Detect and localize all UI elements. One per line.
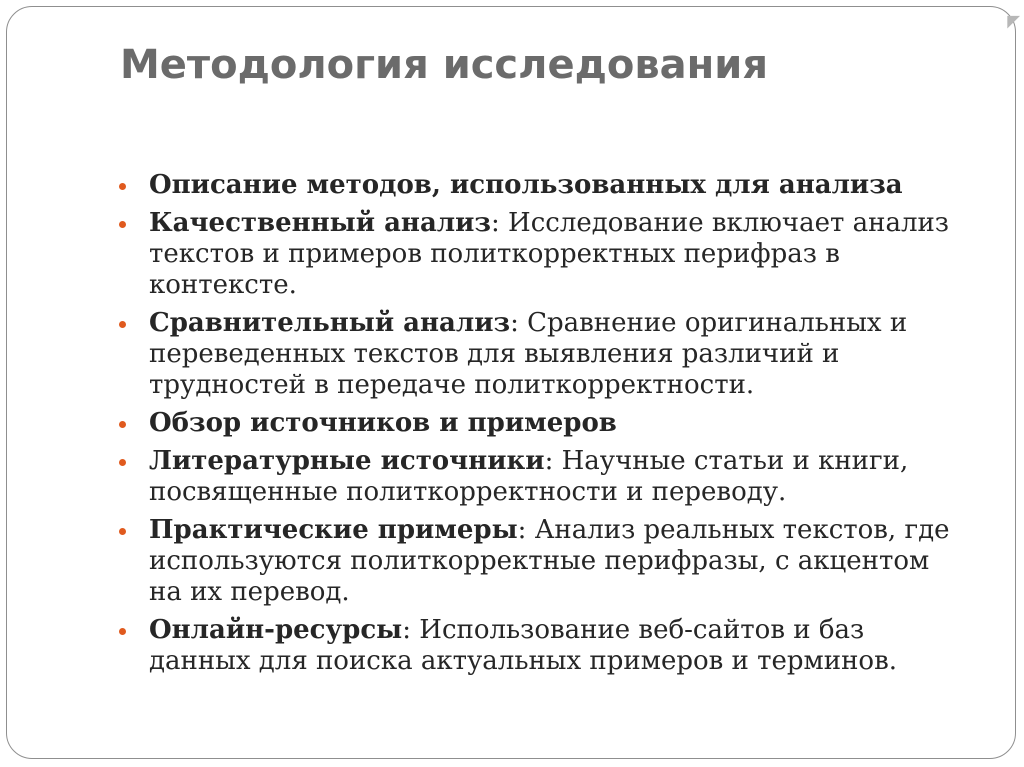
item-heading: Сравнительный анализ: [149, 308, 511, 338]
item-separator: :: [491, 208, 500, 238]
item-separator: :: [517, 515, 527, 545]
list-item: [115, 408, 965, 439]
item-text: Исследование включает анализ текстов и примеров политкорректных перифраз в контексте.: [149, 208, 949, 300]
list-item: [115, 308, 965, 401]
item-heading: Качественный анализ: [149, 208, 492, 238]
bullet-dot-icon: [119, 628, 126, 635]
item-separator: :: [510, 308, 519, 338]
bullet-list: [115, 170, 965, 684]
list-item: [115, 208, 965, 301]
item-heading: Онлайн-ресурсы: [149, 615, 403, 645]
list-item: [115, 446, 965, 508]
bullet-dot-icon: [119, 221, 126, 228]
bullet-dot-icon: [119, 421, 126, 428]
item-heading: Описание методов, использованных для анализа: [149, 170, 903, 200]
item-heading: Практические примеры: [149, 515, 518, 545]
item-separator: :: [402, 615, 411, 645]
item-text: Научные статьи и книги, посвященные политкорректности и переводу.: [149, 446, 909, 507]
item-text: Сравнение оригинальных и переведенных текстов для выявления различий и трудностей в передаче политкорректности.: [149, 308, 908, 400]
list-item: [115, 615, 965, 677]
bullet-dot-icon: [119, 528, 126, 535]
item-text: Использование веб-сайтов и баз данных для поиска актуальных примеров и терминов.: [149, 615, 897, 676]
item-separator: :: [544, 446, 554, 476]
list-item: [115, 515, 965, 608]
bullet-dot-icon: [119, 459, 126, 466]
list-item: [115, 170, 965, 201]
slide-frame: [6, 6, 1016, 759]
bullet-dot-icon: [119, 321, 126, 328]
item-heading: Обзор источников и примеров: [149, 408, 617, 438]
bullet-dot-icon: [119, 183, 126, 190]
item-heading: Литературные источники: [149, 446, 545, 476]
item-text: Анализ реальных текстов, где используются политкорректные перифразы, с акцентом на их перевод.: [149, 515, 950, 607]
page-title: Методология исследования: [120, 42, 769, 88]
